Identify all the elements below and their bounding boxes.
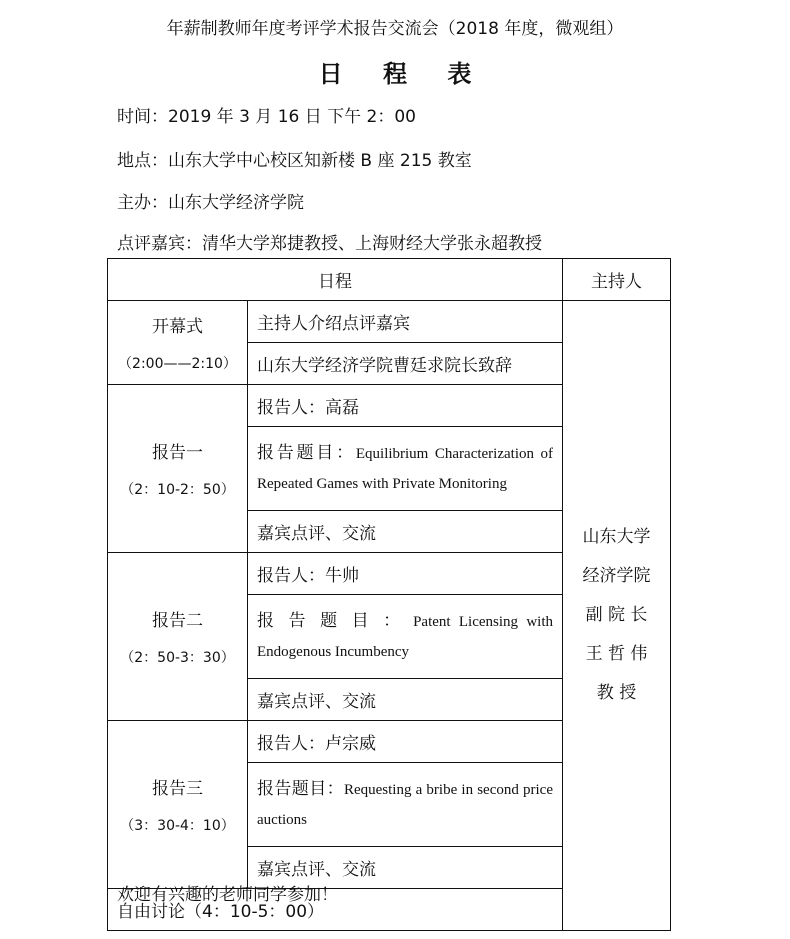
session-name: 报告一 (152, 443, 203, 463)
report-comment: 嘉宾点评、交流 (248, 679, 563, 721)
session-name: 报告三 (152, 779, 203, 799)
session-time: （2：10-2：50） (120, 482, 235, 498)
footer-note: 欢迎有兴趣的老师同学参加！ (117, 885, 338, 905)
session-name: 开幕式 (152, 317, 203, 337)
report-topic (248, 427, 563, 511)
report-comment: 嘉宾点评、交流 (248, 847, 563, 889)
host-column-header: 主持人 (563, 259, 671, 301)
session-time: （2:00——2:10） (118, 356, 237, 372)
page-heading: 日 程 表 (318, 60, 488, 88)
report-2-session (108, 553, 248, 721)
host-line: 副 院 长 (585, 605, 648, 625)
report-topic-title: Requesting a bribe in second price auctions (257, 782, 553, 828)
event-organizer: 主办：山东大学经济学院 (117, 193, 304, 213)
schedule-table (107, 258, 671, 931)
host-line: 王 哲 伟 (585, 644, 648, 664)
report-topic-label: 报 告 题 目 ： (257, 611, 405, 631)
event-place: 地点：山东大学中心校区知新楼 B 座 215 教室 (117, 151, 472, 171)
report-topic (248, 595, 563, 679)
schedule-item: 山东大学经济学院曹廷求院长致辞 (248, 343, 563, 385)
host-line: 经济学院 (582, 566, 651, 586)
opening-session (108, 301, 248, 385)
host-line: 教 授 (596, 683, 637, 703)
schedule-column-header: 日程 (108, 259, 563, 301)
schedule-item: 主持人介绍点评嘉宾 (248, 301, 563, 343)
event-time: 时间：2019 年 3 月 16 日 下午 2：00 (117, 107, 416, 127)
report-topic-label: 报告题目： (257, 779, 344, 799)
report-comment: 嘉宾点评、交流 (248, 511, 563, 553)
report-3-session (108, 721, 248, 889)
report-speaker: 报告人：卢宗威 (248, 721, 563, 763)
report-topic-title: Equilibrium Characterization of Repeated Games with Private Monitoring (257, 446, 554, 492)
report-topic-title: Patent Licensing with Endogenous Incumbency (257, 614, 554, 660)
report-topic-label: 报告题目： (257, 443, 356, 463)
host-line: 山东大学 (582, 527, 651, 547)
free-discussion: 自由讨论（4：10-5：00） (108, 889, 563, 931)
report-speaker: 报告人：牛帅 (248, 553, 563, 595)
report-1-session (108, 385, 248, 553)
report-speaker: 报告人：高磊 (248, 385, 563, 427)
session-name: 报告二 (152, 611, 203, 631)
session-time: （3：30-4：10） (120, 818, 235, 834)
event-guests: 点评嘉宾：清华大学郑捷教授、上海财经大学张永超教授 (117, 234, 542, 254)
report-topic (248, 763, 563, 847)
document-title: 年薪制教师年度考评学术报告交流会（2018 年度，微观组） (166, 19, 624, 39)
session-time: （2：50-3：30） (120, 650, 235, 666)
host-cell (563, 301, 671, 931)
